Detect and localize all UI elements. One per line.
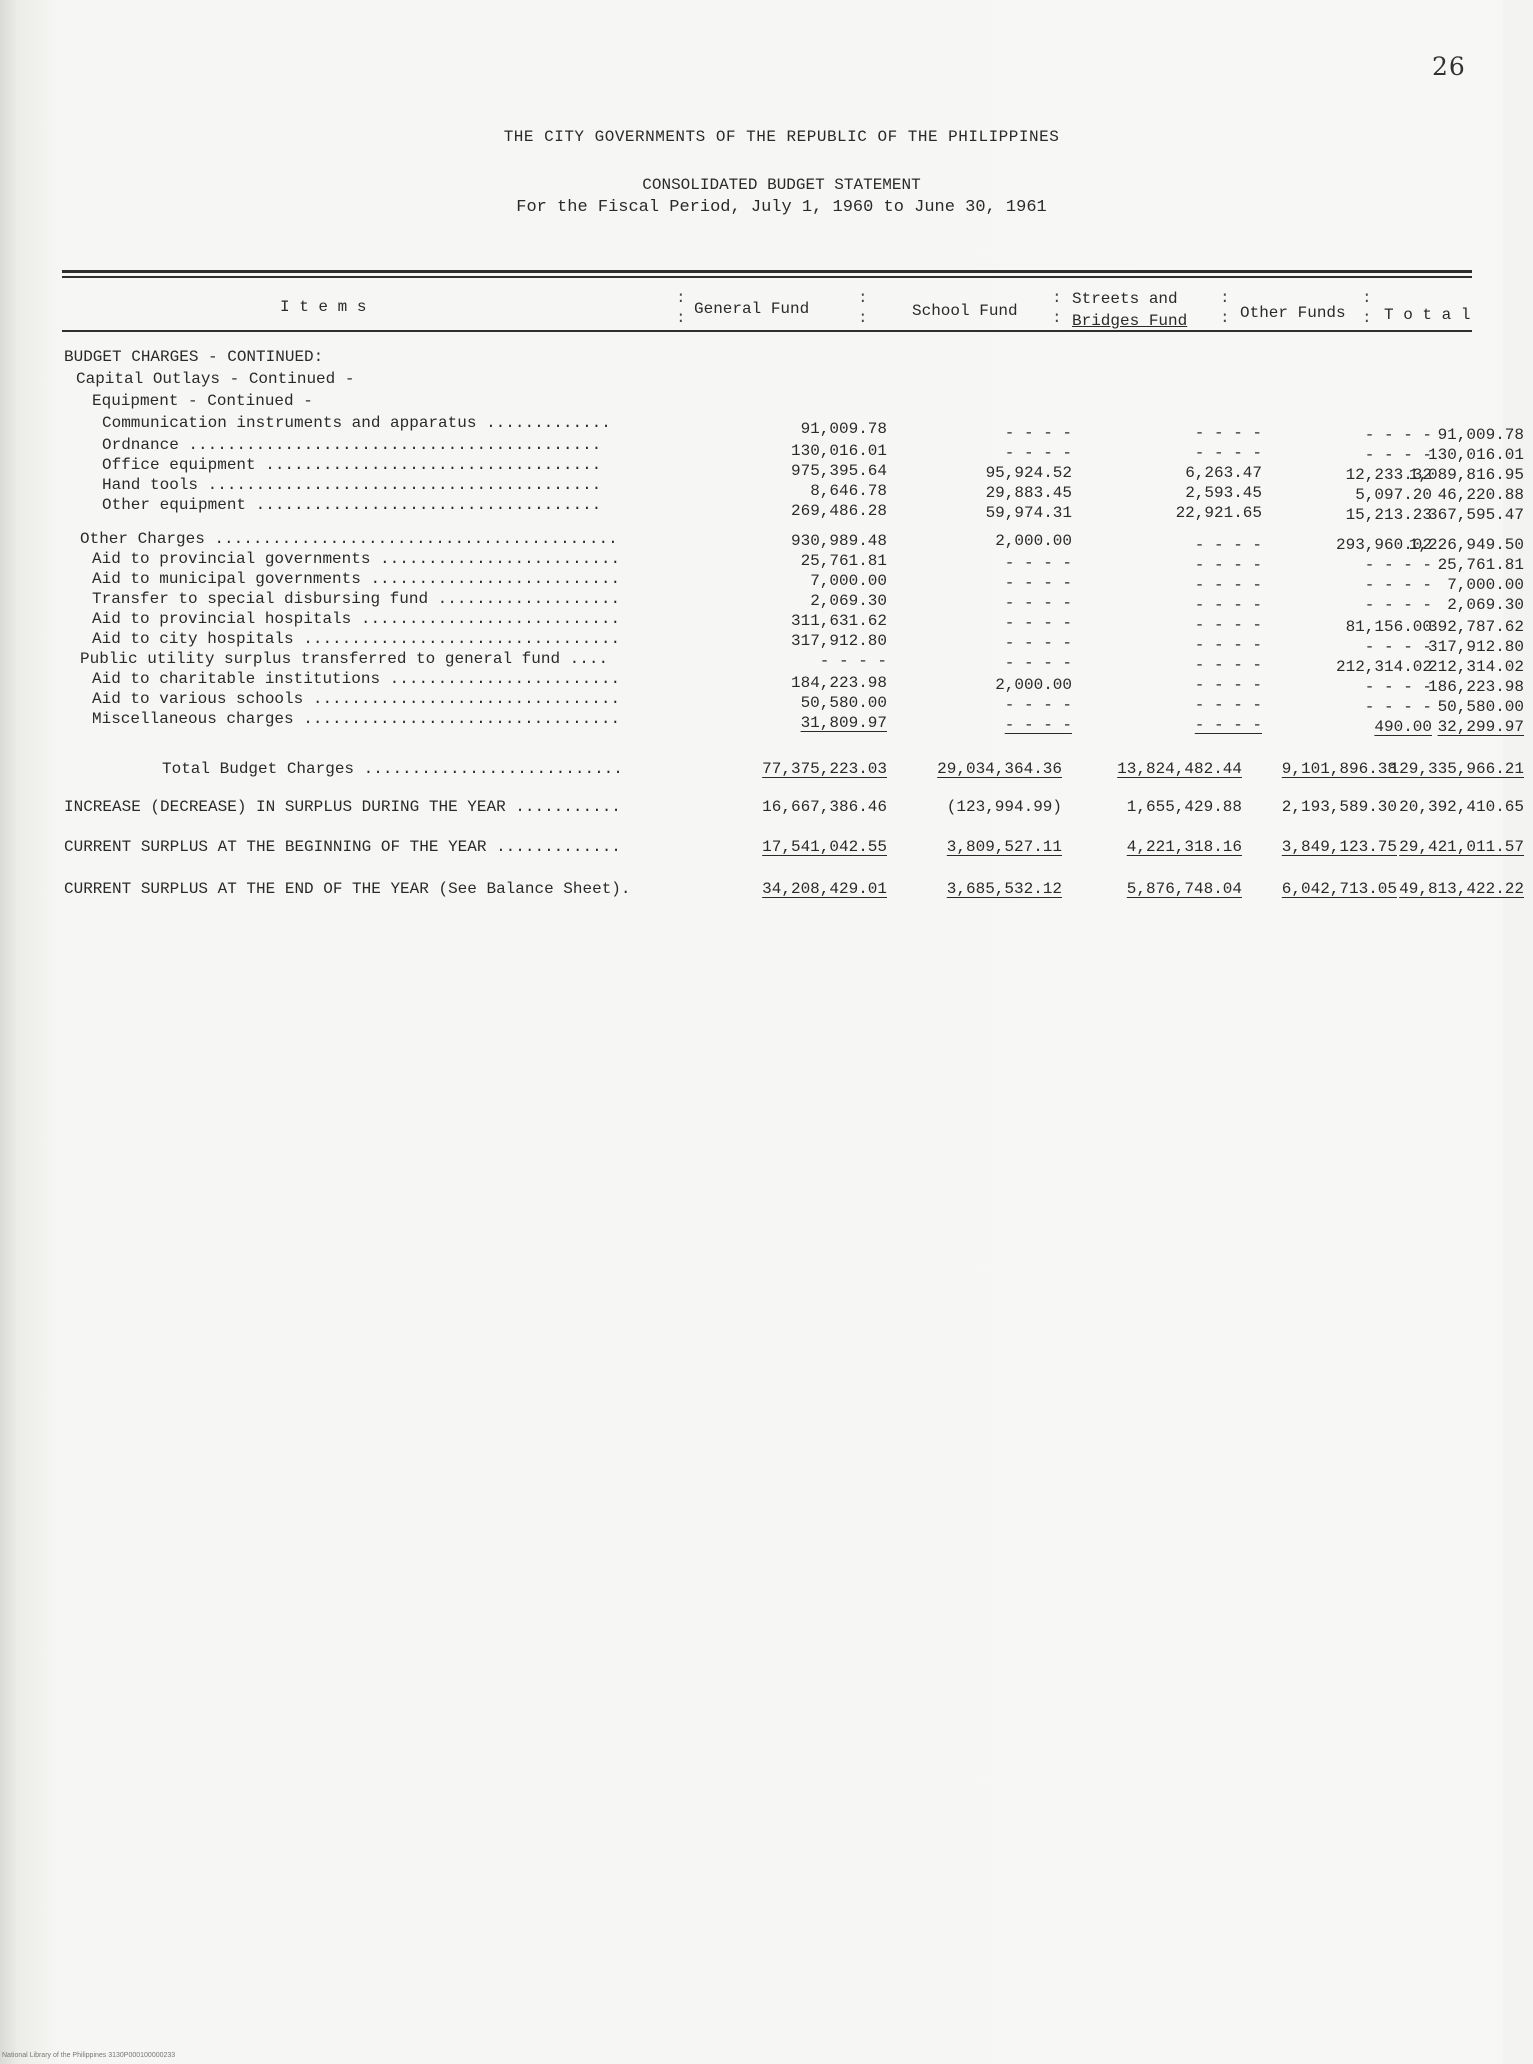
general-fund-value: 930,989.48 — [790, 532, 887, 550]
streets-fund-value: - - - - — [1194, 716, 1262, 734]
other-funds-value: 6,042,713.05 — [1281, 880, 1397, 898]
total-value: 50,580.00 — [1437, 698, 1524, 716]
other-funds-value: - - - - — [1364, 426, 1432, 444]
header-general-fund: General Fund — [694, 300, 810, 318]
header-streets-and-bridges: Bridges Fund — [1072, 312, 1188, 330]
table-row — [62, 496, 1524, 524]
general-fund-value: 317,912.80 — [790, 632, 887, 650]
school-fund-value: 3,685,532.12 — [946, 880, 1062, 898]
summary-row-surplus-end — [62, 880, 1524, 900]
other-funds-value: 81,156.00 — [1345, 618, 1432, 636]
section-label: Equipment - Continued - — [92, 392, 313, 410]
streets-fund-value: - - - - — [1194, 444, 1262, 462]
row-label: Aid to municipal governments .......................... — [92, 570, 621, 588]
streets-fund-value: - - - - — [1194, 424, 1262, 442]
row-label: INCREASE (DECREASE) IN SURPLUS DURING THE YEAR ........... — [64, 798, 621, 816]
header-separator: : : — [676, 289, 686, 327]
general-fund-value: 25,761.81 — [800, 552, 887, 570]
school-fund-value: 95,924.52 — [985, 464, 1072, 482]
other-funds-value: - - - - — [1364, 576, 1432, 594]
table-row — [62, 414, 1524, 444]
top-rule-2 — [62, 276, 1472, 278]
table-row — [62, 650, 1524, 676]
total-value: 20,392,410.65 — [1399, 798, 1524, 816]
total-value: 129,335,966.21 — [1389, 760, 1524, 778]
total-value: 91,009.78 — [1437, 426, 1524, 444]
row-label: Aid to various schools ................................ — [92, 690, 621, 708]
streets-fund-value: 5,876,748.04 — [1126, 880, 1242, 898]
statement-title: CONSOLIDATED BUDGET STATEMENT — [642, 176, 921, 194]
total-value: 1,089,816.95 — [1408, 466, 1524, 484]
row-label: Office equipment ................................... — [102, 456, 602, 474]
table-row — [62, 436, 1524, 464]
general-fund-value: 2,069.30 — [810, 592, 887, 610]
school-fund-value: - - - - — [1004, 574, 1072, 592]
school-fund-value: 2,000.00 — [995, 532, 1072, 550]
section-label: Capital Outlays - Continued - — [76, 370, 355, 388]
school-fund-value: 59,974.31 — [985, 504, 1072, 522]
streets-fund-value: 2,593.45 — [1185, 484, 1262, 502]
table-row — [62, 610, 1524, 636]
general-fund-value: 269,486.28 — [790, 502, 887, 520]
table-row — [62, 670, 1524, 696]
table-row — [62, 550, 1524, 574]
table-row — [62, 590, 1524, 614]
streets-fund-value: - - - - — [1194, 596, 1262, 614]
streets-fund-value: - - - - — [1194, 656, 1262, 674]
total-value: 186,223.98 — [1427, 678, 1524, 696]
row-label: Aid to provincial hospitals ........................... — [92, 610, 621, 628]
document-title: THE CITY GOVERNMENTS OF THE REPUBLIC OF THE PHILIPPINES — [503, 128, 1060, 146]
header-separator: : : — [1052, 289, 1062, 327]
total-value: 1,226,949.50 — [1408, 536, 1524, 554]
total-value: 7,000.00 — [1447, 576, 1524, 594]
row-label: Other Charges .......................................... — [80, 530, 618, 548]
row-label: Aid to charitable institutions ........................ — [92, 670, 621, 688]
general-fund-value: 77,375,223.03 — [762, 760, 887, 778]
page-number: 26 — [1432, 52, 1466, 81]
general-fund-value: 975,395.64 — [790, 462, 887, 480]
total-value: 46,220.88 — [1437, 486, 1524, 504]
other-funds-value: - - - - — [1364, 596, 1432, 614]
streets-fund-value: 1,655,429.88 — [1126, 798, 1242, 816]
other-funds-value: 2,193,589.30 — [1281, 798, 1397, 816]
general-fund-value: 16,667,386.46 — [762, 798, 887, 816]
row-label: CURRENT SURPLUS AT THE BEGINNING OF THE YEAR ............. — [64, 838, 621, 856]
archive-footer: National Library of the Philippines 3130P000100000233 — [2, 2052, 176, 2059]
other-funds-value: - - - - — [1364, 556, 1432, 574]
general-fund-value: - - - - — [819, 652, 887, 670]
row-label: Other equipment .................................... — [102, 496, 602, 514]
total-value: 130,016.01 — [1427, 446, 1524, 464]
section-equipment — [62, 392, 1472, 412]
header-total: T o t a l — [1384, 306, 1471, 324]
total-value: 49,813,422.22 — [1399, 880, 1524, 898]
school-fund-value: - - - - — [1004, 614, 1072, 632]
table-row — [62, 530, 1524, 554]
header-school-fund: School Fund — [912, 302, 1018, 320]
streets-fund-value: - - - - — [1194, 556, 1262, 574]
general-fund-value: 34,208,429.01 — [762, 880, 887, 898]
summary-row-increase-decrease — [62, 798, 1524, 818]
general-fund-value: 130,016.01 — [790, 442, 887, 460]
other-funds-value: - - - - — [1364, 638, 1432, 656]
table-row — [62, 690, 1524, 716]
section-label: BUDGET CHARGES - CONTINUED: — [64, 348, 324, 366]
row-label: Total Budget Charges ........................... — [162, 760, 623, 778]
row-label: Transfer to special disbursing fund ................... — [92, 590, 621, 608]
other-funds-value: - - - - — [1364, 698, 1432, 716]
row-label: Hand tools ......................................... — [102, 476, 602, 494]
streets-fund-value: - - - - — [1194, 636, 1262, 654]
school-fund-value: - - - - — [1004, 696, 1072, 714]
summary-row-total-budget-charges — [62, 760, 1524, 780]
row-label: Communication instruments and apparatus ............. — [102, 414, 611, 432]
school-fund-value: - - - - — [1004, 444, 1072, 462]
table-row — [62, 630, 1524, 656]
other-funds-value: 3,849,123.75 — [1281, 838, 1397, 856]
table-row — [62, 456, 1524, 484]
streets-fund-value: 13,824,482.44 — [1117, 760, 1242, 778]
general-fund-value: 50,580.00 — [800, 694, 887, 712]
header-other-funds: Other Funds — [1240, 304, 1346, 322]
total-value: 392,787.62 — [1427, 618, 1524, 636]
streets-fund-value: - - - - — [1194, 536, 1262, 554]
table-row — [62, 476, 1524, 504]
other-funds-value: - - - - — [1364, 678, 1432, 696]
total-value: 29,421,011.57 — [1399, 838, 1524, 856]
row-label: CURRENT SURPLUS AT THE END OF THE YEAR (See Balance Sheet). — [64, 880, 631, 898]
total-value: 317,912.80 — [1427, 638, 1524, 656]
school-fund-value: 29,034,364.36 — [937, 760, 1062, 778]
streets-fund-value: - - - - — [1194, 696, 1262, 714]
section-capital-outlays — [62, 370, 1472, 390]
header-rule — [62, 330, 1472, 332]
general-fund-value: 91,009.78 — [800, 420, 887, 438]
top-rule-1 — [62, 270, 1472, 273]
streets-fund-value: 4,221,318.16 — [1126, 838, 1242, 856]
general-fund-value: 7,000.00 — [810, 572, 887, 590]
fiscal-period: For the Fiscal Period, July 1, 1960 to June 30, 1961 — [516, 198, 1047, 217]
total-value: 25,761.81 — [1437, 556, 1524, 574]
other-funds-value: 490.00 — [1374, 718, 1432, 736]
row-label: Aid to provincial governments ......................... — [92, 550, 621, 568]
total-value: 212,314.02 — [1427, 658, 1524, 676]
school-fund-value: (123,994.99) — [946, 798, 1062, 816]
streets-fund-value: 6,263.47 — [1185, 464, 1262, 482]
other-funds-value: 9,101,896.38 — [1281, 760, 1397, 778]
other-funds-value: 12,233.32 — [1345, 466, 1432, 484]
other-funds-value: 15,213.23 — [1345, 506, 1432, 524]
total-value: 2,069.30 — [1447, 596, 1524, 614]
streets-fund-value: 22,921.65 — [1175, 504, 1262, 522]
header-separator: : : — [858, 289, 868, 327]
header-separator: : : — [1220, 289, 1230, 327]
header-separator: : : — [1362, 289, 1372, 327]
row-label: Public utility surplus transferred to general fund .... — [80, 650, 609, 668]
school-fund-value: - - - - — [1004, 634, 1072, 652]
row-label: Miscellaneous charges ................................. — [92, 710, 621, 728]
total-value: 367,595.47 — [1427, 506, 1524, 524]
other-funds-value: - - - - — [1364, 446, 1432, 464]
streets-fund-value: - - - - — [1194, 676, 1262, 694]
row-label: Aid to city hospitals ................................. — [92, 630, 621, 648]
school-fund-value: 2,000.00 — [995, 676, 1072, 694]
other-funds-value: 212,314.02 — [1335, 658, 1432, 676]
school-fund-value: - - - - — [1004, 424, 1072, 442]
other-funds-value: 5,097.20 — [1355, 486, 1432, 504]
table-row — [62, 710, 1524, 736]
section-budget-charges — [62, 348, 1472, 368]
total-value: 32,299.97 — [1437, 718, 1524, 736]
other-funds-value: 293,960.02 — [1335, 536, 1432, 554]
streets-fund-value: - - - - — [1194, 616, 1262, 634]
table-row — [62, 570, 1524, 594]
header-streets-and-bridges: Streets and — [1072, 290, 1178, 308]
school-fund-value: 3,809,527.11 — [946, 838, 1062, 856]
general-fund-value: 311,631.62 — [790, 612, 887, 630]
general-fund-value: 17,541,042.55 — [762, 838, 887, 856]
school-fund-value: - - - - — [1004, 654, 1072, 672]
school-fund-value: - - - - — [1004, 594, 1072, 612]
general-fund-value: 184,223.98 — [790, 674, 887, 692]
school-fund-value: 29,883.45 — [985, 484, 1072, 502]
header-items: I t e m s — [280, 298, 367, 316]
streets-fund-value: - - - - — [1194, 576, 1262, 594]
summary-row-surplus-beginning — [62, 838, 1524, 858]
school-fund-value: - - - - — [1004, 554, 1072, 572]
school-fund-value: - - - - — [1004, 716, 1072, 734]
row-label: Ordnance ........................................... — [102, 436, 602, 454]
general-fund-value: 31,809.97 — [800, 714, 887, 732]
general-fund-value: 8,646.78 — [810, 482, 887, 500]
